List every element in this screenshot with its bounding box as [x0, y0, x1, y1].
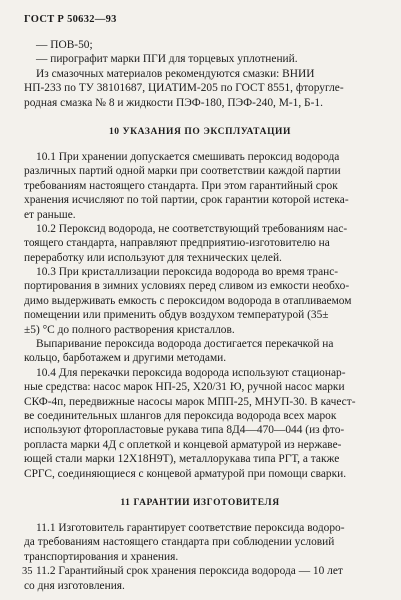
document-header: ГОСТ Р 50632—93 [24, 14, 117, 25]
paragraph-11-2 [24, 564, 376, 593]
text-line: 10.1 При хранении допускается смешивать пероксид водорода [36, 150, 340, 163]
section-heading: 11 ГАРАНТИИ ИЗГОТОВИТЕЛЯ [120, 497, 280, 508]
text-line: требованиям настоящего стандарта. При этом гарантийный срок [24, 179, 338, 192]
text-line: 10.4 Для перекачки пероксида водорода используют стационар- [36, 366, 346, 379]
text-line: кольцо, барботажем и другими методами. [24, 352, 227, 365]
text-line: — ПОВ-50; [36, 39, 93, 51]
text-line: СРГС, соединяющиеся с концевой арматурой при помощи сварки. [24, 467, 347, 480]
text-line: со дня изготовления. [24, 579, 125, 592]
text-line: ±5) °С до полного растворения кристаллов. [24, 323, 235, 336]
text-line: родная смазка № 8 и жидкости ПЭФ-180, ПЭФ-240, М-1, Б-1. [24, 96, 323, 109]
paragraph-10-4 [24, 366, 376, 481]
text-line: ет раньше. [24, 208, 76, 221]
text-line: да требованиям настоящего стандарта при соблюдении условий [24, 536, 335, 549]
text-line: 10.3 При кристаллизации пероксида водорода во время транс- [36, 266, 339, 279]
text-line: Из смазочных материалов рекомендуются смазки: ВНИИ [36, 67, 315, 80]
document-body [24, 38, 376, 593]
section-heading: 10 УКАЗАНИЯ ПО ЭКСПЛУАТАЦИИ [108, 126, 292, 137]
text-line: портирования в зимних условиях перед сливом из емкости необхо- [24, 280, 350, 293]
text-line: транспортирования и хранения. [24, 550, 179, 563]
paragraph-10-3 [24, 265, 376, 337]
text-line: — пирографит марки ПГИ для торцевых уплотнений. [36, 53, 298, 66]
text-line: ве соединительных шлангов для пероксида водорода всех марок [24, 409, 337, 422]
text-line: димо выдерживать емкость с пероксидом водорода в отапливаемом [24, 294, 352, 307]
intro-block [24, 38, 376, 110]
text-line: используют фторопластовые рукава типа 8Д4—470—044 (из фто- [24, 424, 345, 437]
text-line: 11.2 Гарантийный срок хранения пероксида водорода — 10 лет [36, 565, 343, 578]
text-line: тоящего стандарта, направляют предприятию-изготовителю на [24, 237, 330, 250]
paragraph-11-1 [24, 521, 376, 564]
text-line: Выпаривание пероксида водорода достигается перекачкой на [36, 338, 334, 351]
text-line: различных партий одной марки при соответствии каждой партии [24, 165, 341, 178]
paragraph-10-1 [24, 150, 376, 222]
text-line: переработку или используют для технических целей. [24, 251, 282, 264]
text-line: хранения исчисляют по той партии, срок гарантии которой истека- [24, 194, 349, 207]
text-line: НП-233 по ТУ 38101687, ЦИАТИМ-205 по ГОСТ 8551, фторугле- [24, 82, 344, 95]
text-line: ные средства: насос марок НП-25, Х20/31 Ю, ручной насос марки [24, 381, 345, 394]
text-line: 11.1 Изготовитель гарантирует соответствие пероксида водоро- [36, 521, 345, 534]
text-line: ющей стали марки 12Х18Н9Т), металлорукава типа РГТ, а также [24, 453, 340, 466]
text-line: ропласта марки 4Д с оплеткой и концевой арматурой из нержаве- [24, 438, 342, 451]
text-line: 10.2 Пероксид водорода, не соответствующий требованиям нас- [36, 222, 348, 235]
paragraph-evaporation [24, 337, 376, 366]
paragraph-10-2 [24, 222, 376, 265]
page-number: 35 [22, 566, 33, 577]
text-line: СКФ-4п, передвижные насосы марок МПП-25, МНУП-30. В качест- [24, 395, 356, 408]
text-line: помещении или применить обдув воздухом температурой (35± [24, 309, 329, 322]
